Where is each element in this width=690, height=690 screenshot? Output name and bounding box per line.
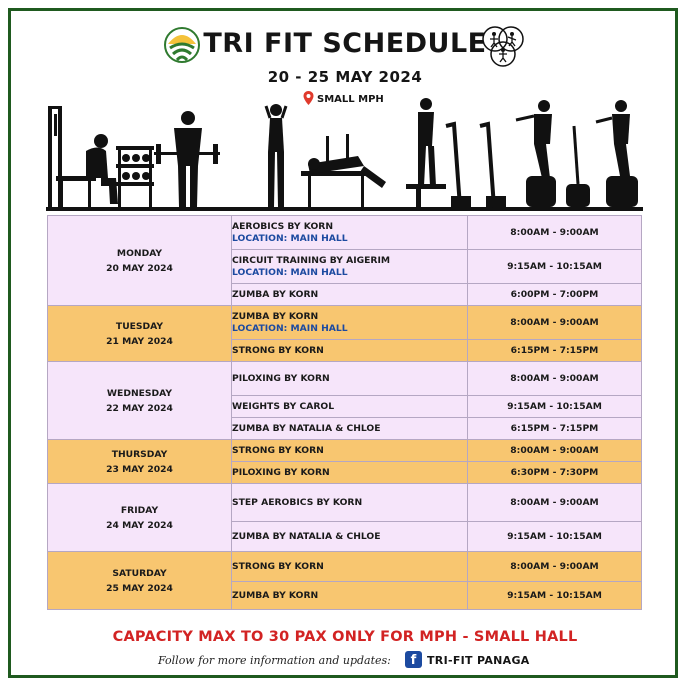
class-name: ZUMBA BY KORN bbox=[232, 589, 319, 601]
class-time: 8:00AM - 9:00AM bbox=[468, 484, 642, 522]
class-name: ZUMBA BY NATALIA & CHLOE bbox=[232, 530, 381, 542]
class-cell bbox=[232, 362, 468, 396]
class-time: 8:00AM - 9:00AM bbox=[468, 552, 642, 582]
class-name: STRONG BY KORN bbox=[232, 444, 324, 456]
schedule-row bbox=[48, 440, 642, 462]
schedule-row bbox=[48, 552, 642, 582]
day-date: 21 MAY 2024 bbox=[106, 335, 173, 347]
gym-silhouette-image bbox=[46, 96, 643, 216]
day-name: TUESDAY bbox=[115, 320, 164, 332]
class-cell bbox=[232, 582, 468, 610]
class-time: 6:00PM - 7:00PM bbox=[468, 284, 642, 306]
class-name: AEROBICS BY KORN bbox=[232, 220, 334, 232]
class-name: PILOXING BY KORN bbox=[232, 466, 330, 478]
class-time: 8:00AM - 9:00AM bbox=[468, 440, 642, 462]
class-cell bbox=[232, 396, 468, 418]
day-date: 20 MAY 2024 bbox=[106, 262, 173, 274]
class-cell bbox=[232, 522, 468, 552]
class-time: 9:15AM - 10:15AM bbox=[468, 396, 642, 418]
follow-text: Follow for more information and updates: bbox=[158, 654, 391, 667]
day-cell bbox=[48, 362, 232, 440]
venue-label: SMALL MPH bbox=[317, 94, 384, 105]
class-cell bbox=[232, 306, 468, 340]
class-cell bbox=[232, 250, 468, 284]
class-time: 8:00AM - 9:00AM bbox=[468, 216, 642, 250]
day-date: 25 MAY 2024 bbox=[106, 582, 173, 594]
class-name: STRONG BY KORN bbox=[232, 344, 324, 356]
day-cell bbox=[48, 216, 232, 306]
class-cell bbox=[232, 216, 468, 250]
schedule-row bbox=[48, 306, 642, 340]
class-cell bbox=[232, 440, 468, 462]
facebook-icon[interactable]: f bbox=[405, 651, 422, 668]
class-name: ZUMBA BY KORN bbox=[232, 310, 319, 322]
schedule-row bbox=[48, 216, 642, 250]
class-time: 9:15AM - 10:15AM bbox=[468, 582, 642, 610]
class-time: 9:15AM - 10:15AM bbox=[468, 250, 642, 284]
schedule-row bbox=[48, 484, 642, 522]
class-time: 8:00AM - 9:00AM bbox=[468, 306, 642, 340]
class-location: LOCATION: MAIN HALL bbox=[232, 322, 348, 334]
class-time: 6:30PM - 7:30PM bbox=[468, 462, 642, 484]
day-date: 23 MAY 2024 bbox=[106, 463, 173, 475]
class-cell bbox=[232, 340, 468, 362]
class-cell bbox=[232, 484, 468, 522]
class-name: STEP AEROBICS BY KORN bbox=[232, 496, 363, 508]
class-name: STRONG BY KORN bbox=[232, 560, 324, 572]
class-location: LOCATION: MAIN HALL bbox=[232, 266, 348, 278]
class-time: 8:00AM - 9:00AM bbox=[468, 362, 642, 396]
class-location: LOCATION: MAIN HALL bbox=[232, 232, 348, 244]
class-name: ZUMBA BY KORN bbox=[232, 288, 319, 300]
day-cell bbox=[48, 484, 232, 552]
class-cell bbox=[232, 462, 468, 484]
page-title: TRI FIT SCHEDULE bbox=[203, 28, 487, 59]
day-date: 24 MAY 2024 bbox=[106, 519, 173, 531]
day-name: THURSDAY bbox=[111, 448, 168, 460]
class-time: 6:15PM - 7:15PM bbox=[468, 340, 642, 362]
schedule-table bbox=[47, 215, 642, 610]
schedule-dates: 20 - 25 MAY 2024 bbox=[267, 68, 423, 86]
class-name: ZUMBA BY NATALIA & CHLOE bbox=[232, 422, 381, 434]
class-name: CIRCUIT TRAINING BY AIGERIM bbox=[232, 254, 391, 266]
day-name: FRIDAY bbox=[120, 504, 159, 516]
class-name: PILOXING BY KORN bbox=[232, 372, 330, 384]
day-date: 22 MAY 2024 bbox=[106, 402, 173, 414]
class-time: 9:15AM - 10:15AM bbox=[468, 522, 642, 552]
day-name: MONDAY bbox=[116, 247, 163, 259]
class-cell bbox=[232, 552, 468, 582]
schedule-row bbox=[48, 362, 642, 396]
tri-fit-logo bbox=[479, 24, 527, 74]
day-cell bbox=[48, 440, 232, 484]
class-time: 6:15PM - 7:15PM bbox=[468, 418, 642, 440]
facebook-page-name[interactable]: TRI-FIT PANAGA bbox=[427, 654, 530, 667]
day-cell bbox=[48, 552, 232, 610]
day-name: WEDNESDAY bbox=[106, 387, 173, 399]
day-cell bbox=[48, 306, 232, 362]
class-name: WEIGHTS BY CAROL bbox=[232, 400, 335, 412]
class-cell bbox=[232, 284, 468, 306]
class-cell bbox=[232, 418, 468, 440]
capacity-notice: CAPACITY MAX TO 30 PAX ONLY FOR MPH - SMALL HALL bbox=[112, 629, 578, 645]
day-name: SATURDAY bbox=[112, 567, 167, 579]
